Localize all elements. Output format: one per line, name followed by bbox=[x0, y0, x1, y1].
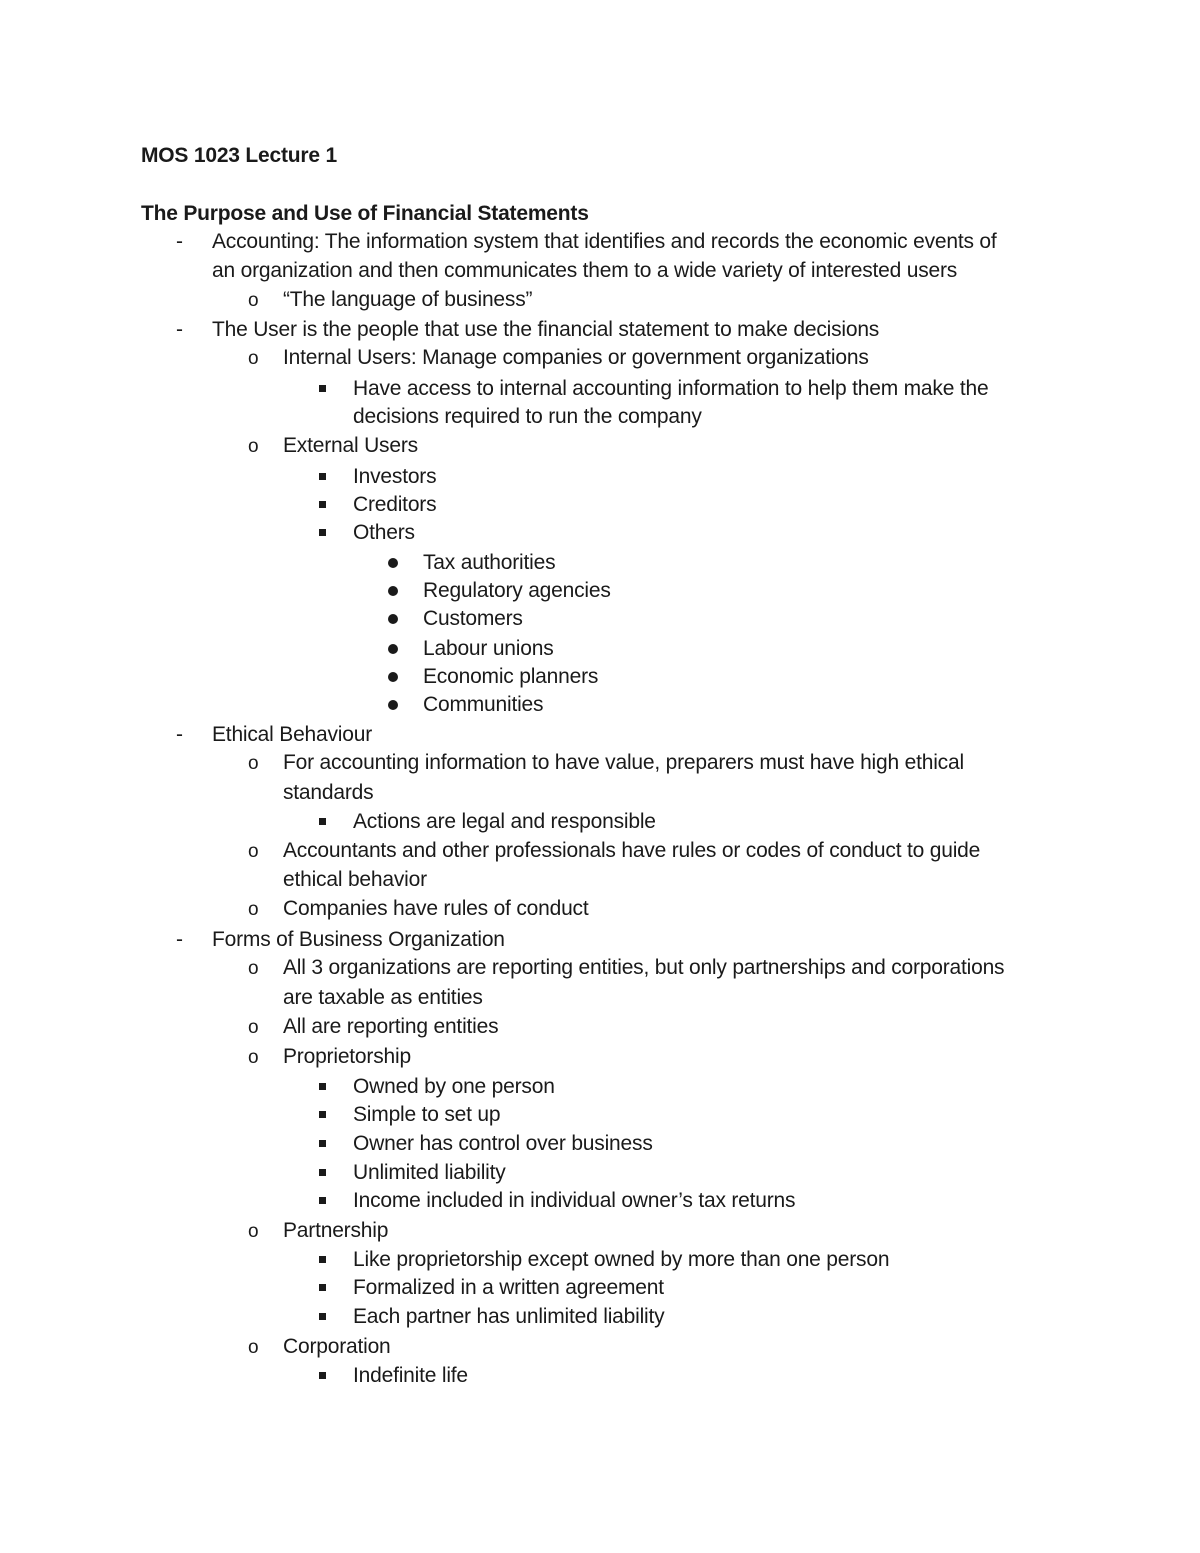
outline-item-text: Proprietorship bbox=[283, 1045, 411, 1068]
outline-item-text: Communities bbox=[423, 693, 544, 716]
outline-item-text: For accounting information to have value, preparers must have high ethical bbox=[283, 751, 964, 774]
square-bullet-icon bbox=[319, 1169, 326, 1176]
outline-item-text: Forms of Business Organization bbox=[212, 928, 505, 951]
outline-item-text: Simple to set up bbox=[353, 1103, 501, 1126]
outline-item-text: Income included in individual owner’s tax returns bbox=[353, 1189, 796, 1212]
round-bullet-icon bbox=[388, 558, 398, 568]
outline-item-text: Corporation bbox=[283, 1335, 391, 1358]
square-bullet-icon bbox=[319, 501, 326, 508]
circle-outline-bullet-icon: o bbox=[248, 1017, 259, 1038]
outline-item-text: Internal Users: Manage companies or government organizations bbox=[283, 346, 869, 369]
square-bullet-icon bbox=[319, 473, 326, 480]
dash-bullet-icon: - bbox=[176, 928, 183, 951]
outline-item-text: are taxable as entities bbox=[283, 986, 483, 1009]
round-bullet-icon bbox=[388, 700, 398, 710]
square-bullet-icon bbox=[319, 1140, 326, 1147]
round-bullet-icon bbox=[388, 644, 398, 654]
outline-item-text: All are reporting entities bbox=[283, 1015, 499, 1038]
square-bullet-icon bbox=[319, 818, 326, 825]
outline-item-text: All 3 organizations are reporting entities, but only partnerships and corporations bbox=[283, 956, 1005, 979]
outline-item-text: Creditors bbox=[353, 493, 437, 516]
circle-outline-bullet-icon: o bbox=[248, 958, 259, 979]
section-heading: The Purpose and Use of Financial Statements bbox=[141, 202, 589, 225]
outline-item-text: Partnership bbox=[283, 1219, 389, 1242]
outline-item-text: Regulatory agencies bbox=[423, 579, 611, 602]
outline-item-text: Companies have rules of conduct bbox=[283, 897, 589, 920]
square-bullet-icon bbox=[319, 1111, 326, 1118]
square-bullet-icon bbox=[319, 1313, 326, 1320]
square-bullet-icon bbox=[319, 1197, 326, 1204]
outline-item-text: Accounting: The information system that identifies and records the economic events of bbox=[212, 230, 997, 253]
square-bullet-icon bbox=[319, 385, 326, 392]
outline-item-text: “The language of business” bbox=[283, 288, 533, 311]
outline-item-text: Formalized in a written agreement bbox=[353, 1276, 664, 1299]
square-bullet-icon bbox=[319, 529, 326, 536]
outline-item-text: The User is the people that use the financial statement to make decisions bbox=[212, 318, 880, 341]
outline-item-text: Actions are legal and responsible bbox=[353, 810, 656, 833]
outline-item-text: Owned by one person bbox=[353, 1075, 555, 1098]
outline-item-text: decisions required to run the company bbox=[353, 405, 702, 428]
outline-item-text: ethical behavior bbox=[283, 868, 427, 891]
outline-item-text: Each partner has unlimited liability bbox=[353, 1305, 665, 1328]
circle-outline-bullet-icon: o bbox=[248, 841, 259, 862]
circle-outline-bullet-icon: o bbox=[248, 1047, 259, 1068]
outline-item-text: Customers bbox=[423, 607, 523, 630]
outline-item-text: Investors bbox=[353, 465, 437, 488]
square-bullet-icon bbox=[319, 1083, 326, 1090]
dash-bullet-icon: - bbox=[176, 723, 183, 746]
circle-outline-bullet-icon: o bbox=[248, 290, 259, 311]
outline-item-text: External Users bbox=[283, 434, 418, 457]
circle-outline-bullet-icon: o bbox=[248, 1221, 259, 1242]
outline-item-text: Ethical Behaviour bbox=[212, 723, 373, 746]
outline-item-text: standards bbox=[283, 781, 374, 804]
circle-outline-bullet-icon: o bbox=[248, 899, 259, 920]
outline-item-text: Owner has control over business bbox=[353, 1132, 653, 1155]
circle-outline-bullet-icon: o bbox=[248, 436, 259, 457]
outline-item-text: Like proprietorship except owned by more than one person bbox=[353, 1248, 890, 1271]
outline-item-text: Unlimited liability bbox=[353, 1161, 506, 1184]
circle-outline-bullet-icon: o bbox=[248, 1337, 259, 1358]
square-bullet-icon bbox=[319, 1256, 326, 1263]
document-title: MOS 1023 Lecture 1 bbox=[141, 144, 337, 167]
outline-item-text: Others bbox=[353, 521, 415, 544]
square-bullet-icon bbox=[319, 1284, 326, 1291]
round-bullet-icon bbox=[388, 672, 398, 682]
outline-item-text: Tax authorities bbox=[423, 551, 556, 574]
outline-item-text: Accountants and other professionals have rules or codes of conduct to guide bbox=[283, 839, 981, 862]
dash-bullet-icon: - bbox=[176, 230, 183, 253]
round-bullet-icon bbox=[388, 586, 398, 596]
square-bullet-icon bbox=[319, 1372, 326, 1379]
outline-item-text: Have access to internal accounting information to help them make the bbox=[353, 377, 989, 400]
outline-item-text: Labour unions bbox=[423, 637, 554, 660]
round-bullet-icon bbox=[388, 614, 398, 624]
dash-bullet-icon: - bbox=[176, 318, 183, 341]
outline-item-text: Indefinite life bbox=[353, 1364, 468, 1387]
circle-outline-bullet-icon: o bbox=[248, 753, 259, 774]
outline-item-text: an organization and then communicates them to a wide variety of interested users bbox=[212, 259, 958, 282]
circle-outline-bullet-icon: o bbox=[248, 348, 259, 369]
outline-item-text: Economic planners bbox=[423, 665, 599, 688]
